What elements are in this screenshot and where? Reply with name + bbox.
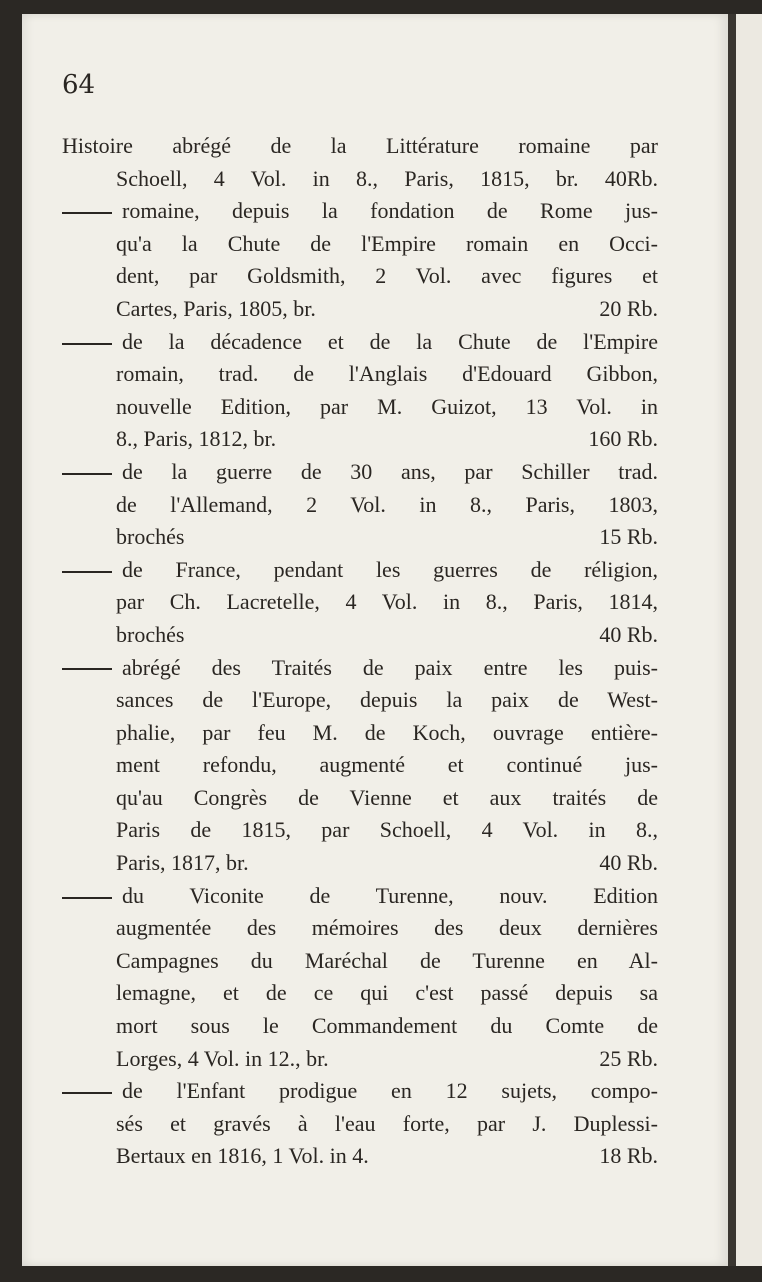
ditto-dash xyxy=(62,1075,122,1108)
entry-line: de France, pendant les guerres de réligion, xyxy=(122,556,658,582)
entry-line: Schoell, 4 Vol. in 8., Paris, 1815, br. 40Rb. xyxy=(116,165,658,191)
entry-line: mort sous le Commandement du Comte de xyxy=(116,1013,658,1039)
price: 20 Rb. xyxy=(599,295,658,321)
catalog-entry xyxy=(62,652,658,880)
entry-line: de l'Enfant prodigue en 12 sujets, compo- xyxy=(122,1078,658,1104)
entry-line: Paris de 1815, par Schoell, 4 Vol. in 8., xyxy=(116,817,658,843)
entry-line: abrégé des Traités de paix entre les puis- xyxy=(122,654,658,680)
ditto-dash xyxy=(62,195,122,228)
ditto-dash xyxy=(62,554,122,587)
page-number: 64 xyxy=(62,70,96,100)
entry-line: du Viconite de Turenne, nouv. Edition xyxy=(122,882,658,908)
entry-line: qu'au Congrès de Vienne et aux traités de xyxy=(116,784,658,810)
entry-line: de la guerre de 30 ans, par Schiller trad. xyxy=(122,458,658,484)
entry-line: romain, trad. de l'Anglais d'Edouard Gibbon, xyxy=(116,361,658,387)
next-page-edge xyxy=(736,14,762,1266)
price: 15 Rb. xyxy=(599,524,658,550)
catalog-entry xyxy=(62,326,658,456)
catalog-entry xyxy=(62,130,658,195)
entry-line: Campagnes du Maréchal de Turenne en Al- xyxy=(116,947,658,973)
ditto-dash xyxy=(62,456,122,489)
catalog-entry xyxy=(62,195,658,325)
entry-line: de l'Allemand, 2 Vol. in 8., Paris, 1803, xyxy=(116,491,658,517)
catalog-text xyxy=(62,130,658,1173)
ditto-dash xyxy=(62,652,122,685)
entry-line: Lorges, 4 Vol. in 12., br. xyxy=(116,1045,329,1071)
catalog-entry xyxy=(62,554,658,652)
entry-line: brochés xyxy=(116,621,185,647)
price: 25 Rb. xyxy=(599,1045,658,1071)
entry-line: augmentée des mémoires des deux dernières xyxy=(116,915,658,941)
entry-line: de la décadence et de la Chute de l'Empire xyxy=(122,328,658,354)
price: 18 Rb. xyxy=(599,1143,658,1169)
catalog-entry xyxy=(62,456,658,554)
price: 160 Rb. xyxy=(588,426,658,452)
ditto-dash xyxy=(62,326,122,359)
ditto-dash xyxy=(62,880,122,913)
entry-line: Paris, 1817, br. xyxy=(116,850,249,876)
entry-line: par Ch. Lacretelle, 4 Vol. in 8., Paris, 1814, xyxy=(116,589,658,615)
entry-line: lemagne, et de ce qui c'est passé depuis sa xyxy=(116,980,658,1006)
catalog-entry xyxy=(62,1075,658,1173)
page-gutter xyxy=(728,14,736,1266)
entry-line: 8., Paris, 1812, br. xyxy=(116,426,277,452)
entry-line: ment refondu, augmenté et continué jus- xyxy=(116,752,658,778)
price: 40 Rb. xyxy=(599,621,658,647)
price: 40 Rb. xyxy=(599,850,658,876)
entry-line: sances de l'Europe, depuis la paix de West- xyxy=(116,687,658,713)
entry-line: nouvelle Edition, par M. Guizot, 13 Vol. in xyxy=(116,393,658,419)
entry-line: Histoire abrégé de la Littérature romaine par xyxy=(62,133,658,158)
catalog-entry xyxy=(62,880,658,1076)
entry-line: Cartes, Paris, 1805, br. xyxy=(116,295,316,321)
entry-line: qu'a la Chute de l'Empire romain en Occi- xyxy=(116,230,658,256)
entry-line: brochés xyxy=(116,524,185,550)
entry-line: Bertaux en 1816, 1 Vol. in 4. xyxy=(116,1143,369,1169)
entry-line: sés et gravés à l'eau forte, par J. Duplessi- xyxy=(116,1110,658,1136)
entry-line: phalie, par feu M. de Koch, ouvrage entière- xyxy=(116,719,658,745)
entry-line: romaine, depuis la fondation de Rome jus- xyxy=(122,198,658,224)
entry-line: dent, par Goldsmith, 2 Vol. avec figures et xyxy=(116,263,658,289)
